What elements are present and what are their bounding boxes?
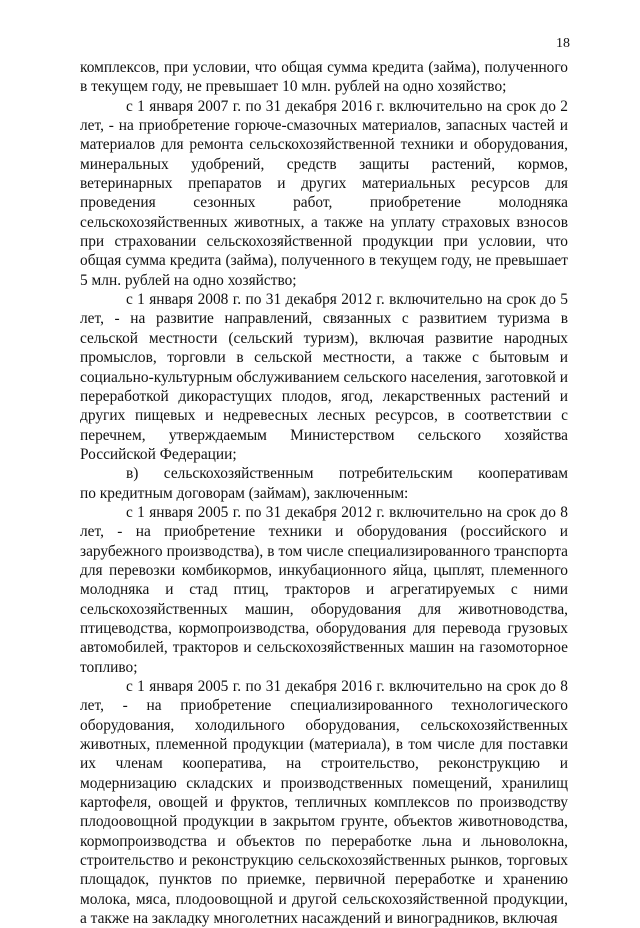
paragraph: по кредитным договорам (займам), заключенным: — [80, 484, 409, 502]
paragraph: с 1 января 2005 г. по 31 декабря 2016 г. включительно на срок до 8 лет, - на приобретение специализированного технологического оборудования, холодильного оборудования, сельскохозяйственных животных, племенной продукции (материала), в том числе для поставки их членам кооператива, на строительство, реконструкцию и модернизацию складских и производственных помещений, хранилищ картофеля, овощей и фруктов, тепличных комплексов по производству плодоовощной продукции в закрытом грунте, объектов животноводства, кормопроизводства и объектов по переработке льна и льноволокна, строительство и реконструкцию сельскохозяйственных рынков, торговых площадок, пунктов по приемке, первичной переработке и хранению молока, мяса, плодоовощной и другой сельскохозяйственной продукции, а также на закладку многолетних насаждений и виноградников, включая — [80, 678, 568, 928]
paragraph: с 1 января 2005 г. по 31 декабря 2012 г. включительно на срок до 8 лет, - на приобретение техники и оборудования (российского и зарубежного производства), в том числе специализированного транспорта для перевозки комбикормов, инкубационного яйца, цыплят, племенного молодняка и стад птиц, тракторов и агрегатируемых с ними сельскохозяйственных машин, оборудования для животноводства, птицеводства, кормопроизводства, оборудования для перевода грузовых автомобилей, тракторов и сельскохозяйственных машин на газомоторное топливо; — [80, 503, 568, 676]
page-number: 18 — [556, 36, 570, 51]
document-body — [80, 58, 568, 928]
paragraph: с 1 января 2008 г. по 31 декабря 2012 г. включительно на срок до 5 лет, - на развитие направлений, связанных с развитием туризма в сельской местности (сельский туризм), включая развитие народных промыслов, торговли в сельской местности, а также с бытовым и социально-культурным обслуживанием сельского населения, заготовкой и переработкой дикорастущих плодов, ягод, лекарственных растений и других пищевых и недревесных лесных ресурсов, в соответствии с перечнем, утверждаемым Министерством сельского хозяйства Российской Федерации; — [80, 291, 568, 463]
subsection-heading: в) сельскохозяйственным потребительским кооперативам — [126, 465, 568, 483]
paragraph: с 1 января 2007 г. по 31 декабря 2016 г. включительно на срок до 2 лет, - на приобретение горюче-смазочных материалов, запасных частей и материалов для ремонта сельскохозяйственной техники и оборудования, минеральных удобрений, средств защиты растений, кормов, ветеринарных препаратов и других материальных ресурсов для проведения сезонных работ, приобретение молодняка сельскохозяйственных животных, а также на уплату страховых взносов при страховании сельскохозяйственной продукции при условии, что общая сумма кредита (займа), полученного в текущем году, не превышает 5 млн. рублей на одно хозяйство; — [80, 97, 568, 289]
paragraph: комплексов, при условии, что общая сумма кредита (займа), полученного в текущем году, не превышает 10 млн. рублей на одно хозяйство; — [80, 59, 568, 96]
